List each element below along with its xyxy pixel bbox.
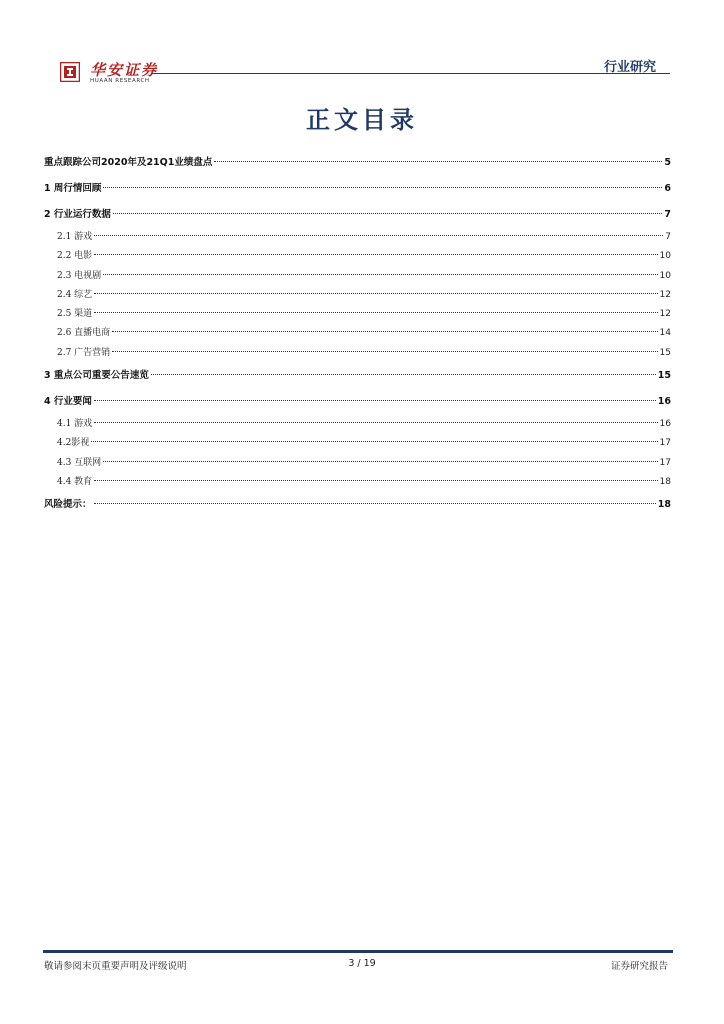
toc-entry[interactable] — [44, 344, 671, 363]
brand-english: HUAAN RESEARCH — [90, 78, 150, 84]
toc-page-number: 16 — [659, 419, 671, 430]
toc-dot-leader — [113, 213, 662, 214]
toc-entry-title: 2.4 综艺 — [57, 289, 93, 300]
toc-entry-title: 2.2 电影 — [57, 251, 93, 262]
toc-entry-title: 2.7 广告营销 — [57, 347, 111, 358]
toc-page-number: 7 — [665, 232, 671, 242]
toc-page-number: 14 — [659, 328, 671, 339]
toc-dot-leader — [94, 254, 657, 255]
toc-entry-title: 2.3 电视剧 — [57, 270, 102, 281]
toc-entry[interactable] — [44, 150, 671, 176]
toc-dot-leader — [91, 441, 657, 442]
toc-entry-title: 4.2影视 — [57, 438, 90, 449]
toc-entry[interactable] — [44, 247, 671, 266]
header-divider — [151, 73, 670, 74]
page-number: 3 / 19 — [348, 958, 376, 969]
toc-entry[interactable] — [44, 434, 671, 453]
toc-page-number: 16 — [657, 396, 671, 408]
toc-dot-leader — [94, 400, 656, 401]
toc-page-number: 10 — [659, 270, 671, 281]
toc-page-number: 6 — [664, 183, 671, 194]
page-header — [56, 56, 670, 90]
toc-dot-leader — [112, 331, 657, 332]
toc-entry-title: 2.6 直播电商 — [57, 328, 111, 339]
toc-dot-leader — [94, 293, 657, 294]
toc-entry[interactable] — [44, 228, 671, 247]
page-title: 正文目录 — [306, 106, 418, 134]
toc-page-number: 17 — [659, 438, 671, 449]
toc-dot-leader — [94, 503, 656, 504]
toc-dot-leader — [103, 187, 662, 188]
toc-entry-title: 2.1 游戏 — [57, 232, 93, 242]
toc-page-number: 12 — [659, 309, 671, 320]
toc-entry[interactable] — [44, 305, 671, 324]
toc-entry-title: 2 行业运行数据 — [44, 209, 111, 220]
toc-entry-title: 4.1 游戏 — [57, 419, 93, 430]
toc-entry[interactable] — [44, 415, 671, 434]
footer-disclaimer: 敬请参阅末页重要声明及评级说明 — [44, 961, 187, 972]
toc-page-number: 18 — [657, 499, 671, 511]
toc-dot-leader — [214, 161, 662, 162]
toc-page-number: 12 — [659, 289, 671, 300]
toc-entry-title: 3 重点公司重要公告速览 — [44, 370, 149, 382]
toc-entry[interactable] — [44, 454, 671, 473]
toc-entry[interactable] — [44, 324, 671, 343]
toc-dot-leader — [112, 351, 657, 352]
toc-entry[interactable] — [44, 202, 671, 228]
toc-entry-title: 4.3 互联网 — [57, 457, 102, 468]
table-of-contents — [44, 150, 671, 518]
toc-page-number: 15 — [659, 347, 671, 358]
toc-dot-leader — [103, 274, 657, 275]
toc-entry-title: 4.4 教育 — [57, 476, 93, 487]
toc-dot-leader — [94, 480, 657, 481]
toc-dot-leader — [94, 235, 663, 236]
toc-entry-title: 风险提示： — [44, 499, 92, 511]
toc-entry[interactable] — [44, 363, 671, 389]
toc-entry[interactable] — [44, 473, 671, 492]
toc-entry-title: 重点跟踪公司2020年及21Q1业绩盘点 — [44, 157, 213, 168]
toc-page-number: 17 — [659, 457, 671, 468]
huaan-logo-icon — [60, 62, 80, 82]
footer-report-label: 证券研究报告 — [610, 961, 668, 972]
footer-divider — [43, 950, 673, 953]
toc-entry-title: 4 行业要闻 — [44, 396, 92, 408]
toc-dot-leader — [94, 422, 657, 423]
toc-entry[interactable] — [44, 492, 671, 518]
toc-page-number: 10 — [659, 251, 671, 262]
toc-entry-title: 1 周行情回顾 — [44, 183, 102, 194]
toc-page-number: 5 — [664, 157, 671, 168]
toc-entry[interactable] — [44, 176, 671, 202]
toc-page-number: 18 — [659, 476, 671, 487]
toc-dot-leader — [103, 461, 657, 462]
brand-name: 华安证券 — [90, 61, 159, 79]
toc-page-number: 15 — [657, 370, 671, 382]
toc-entry-title: 2.5 渠道 — [57, 309, 93, 320]
toc-page-number: 7 — [664, 209, 671, 220]
toc-dot-leader — [94, 312, 657, 313]
report-type: 行业研究 — [603, 60, 656, 75]
toc-entry[interactable] — [44, 267, 671, 286]
toc-dot-leader — [151, 374, 656, 375]
toc-entry[interactable] — [44, 389, 671, 415]
toc-entry[interactable] — [44, 286, 671, 305]
